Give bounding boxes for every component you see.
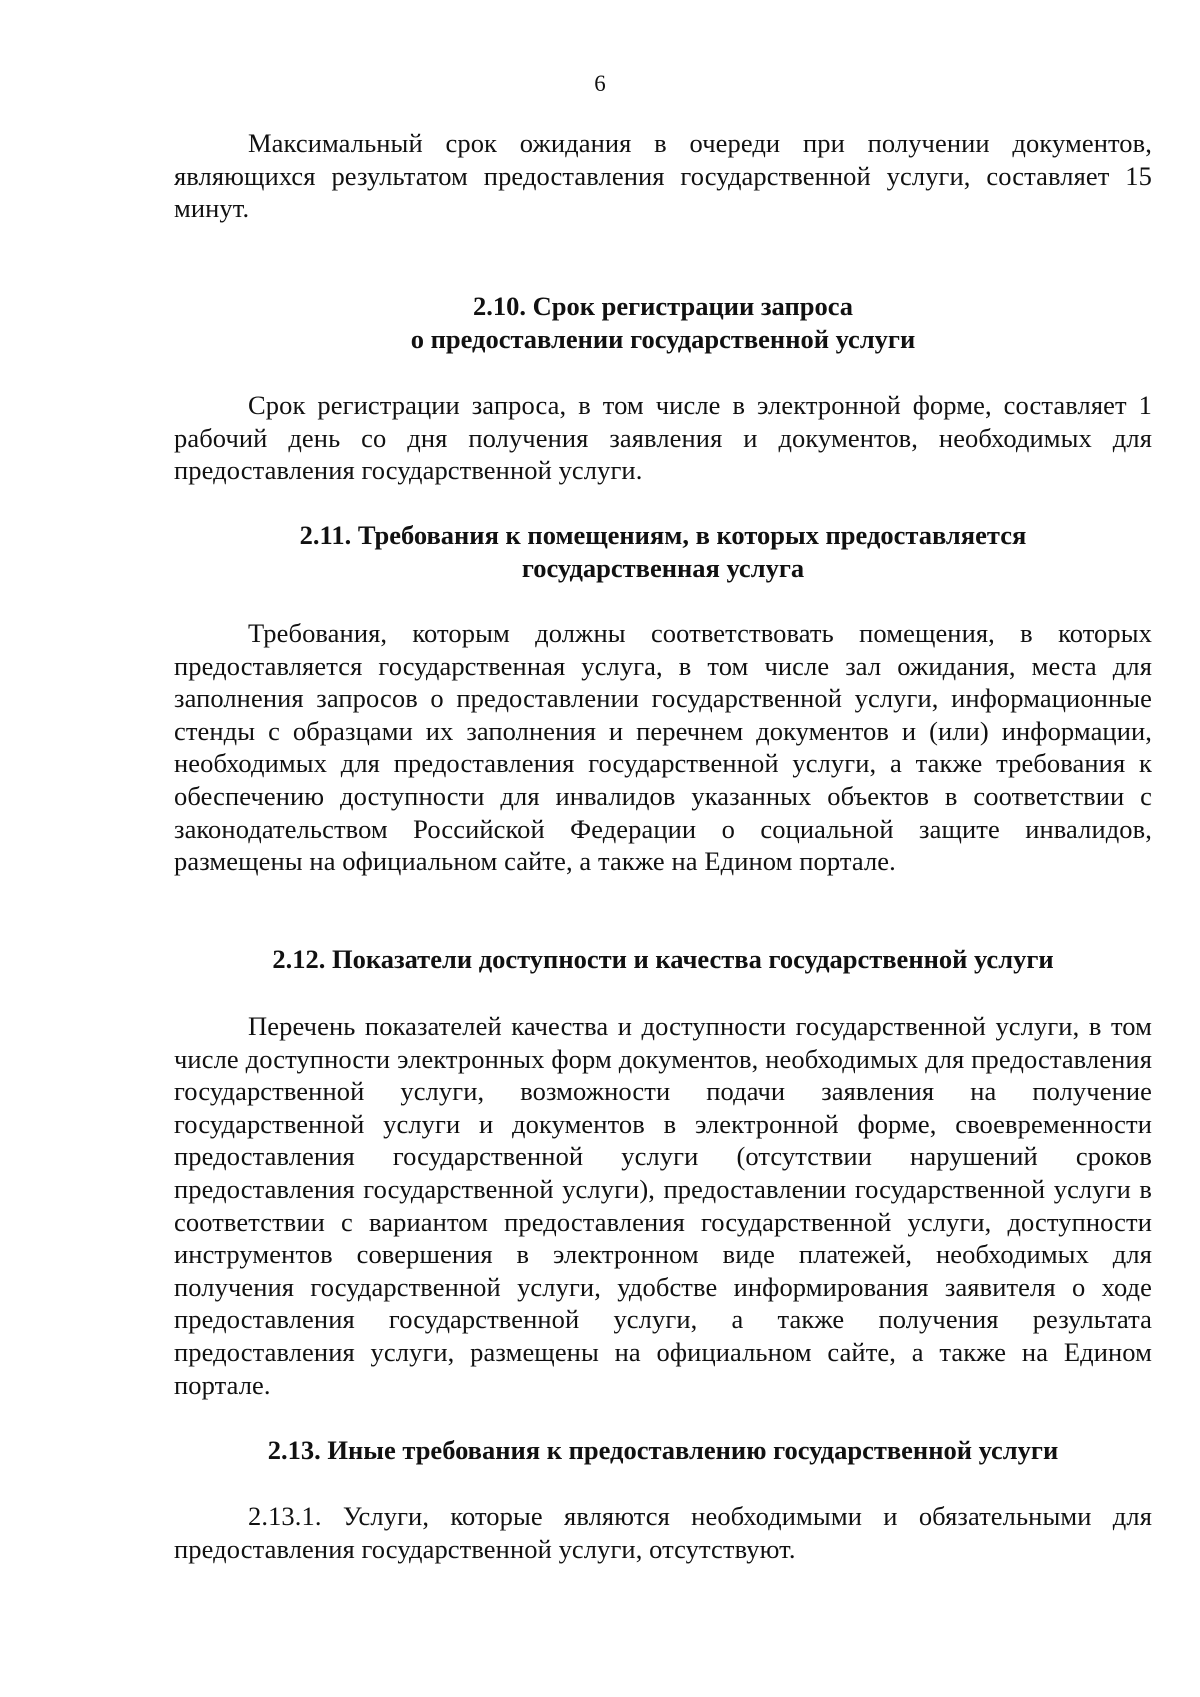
section-body-2-11: Требования, которым должны соответствовать помещения, в которых предоставляется государственная услуга, в том числе зал ожидания, места для заполнения запросов о предоставлении государственной услуги, информационные стенды с образцами их заполнения и перечнем документов и (или) информации, необходимых для предоставления государственной услуги, а также требования к обеспечению доступности для инвалидов указанных объектов в соответствии с законодательством Российской Федерации о социальной защите инвалидов, размещены на официальном сайте, а также на Едином портале. — [174, 618, 1152, 877]
section-heading-2-11-line-2: государственная услуга — [521, 553, 805, 583]
section-heading-2-11 — [174, 519, 1152, 585]
section-heading-2-12-line-1: 2.12. Показатели доступности и качества государственной услуги — [272, 944, 1054, 974]
section-heading-2-11-line-1: 2.11. Требования к помещениям, в которых предоставляется — [299, 520, 1027, 550]
section-heading-2-12 — [174, 943, 1152, 976]
section-heading-2-10-line-1: 2.10. Срок регистрации запроса — [472, 291, 854, 321]
paragraph-queue-wait-time: Максимальный срок ожидания в очереди при получении документов, являющихся результатом предоставления государственной услуги, составляет 15 минут. — [174, 128, 1152, 224]
section-body-2-13: 2.13.1. Услуги, которые являются необходимыми и обязательными для предоставления государственной услуги, отсутствуют. — [174, 1501, 1152, 1564]
section-body-2-10: Срок регистрации запроса, в том числе в электронной форме, составляет 1 рабочий день со дня получения заявления и документов, необходимых для предоставления государственной услуги. — [174, 390, 1152, 486]
section-heading-2-13 — [174, 1434, 1152, 1467]
section-body-2-12: Перечень показателей качества и доступности государственной услуги, в том числе доступности электронных форм документов, необходимых для предоставления государственной услуги, возможности подачи заявления на получение государственной услуги и документов в электронной форме, своевременности предоставления государственной услуги (отсутствии нарушений сроков предоставления государственной услуги), предоставлении государственной услуги в соответствии с вариантом предоставления государственной услуги, доступности инструментов совершения в электронном виде платежей, необходимых для получения государственной услуги, удобстве информирования заявителя о ходе предоставления государственной услуги, а также получения результата предоставления услуги, размещены на официальном сайте, а также на Едином портале. — [174, 1011, 1152, 1400]
section-heading-2-10-line-2: о предоставлении государственной услуги — [410, 324, 916, 354]
page-number: 6 — [594, 71, 606, 96]
section-heading-2-13-line-1: 2.13. Иные требования к предоставлению государственной услуги — [267, 1435, 1059, 1465]
section-heading-2-10 — [174, 290, 1152, 356]
